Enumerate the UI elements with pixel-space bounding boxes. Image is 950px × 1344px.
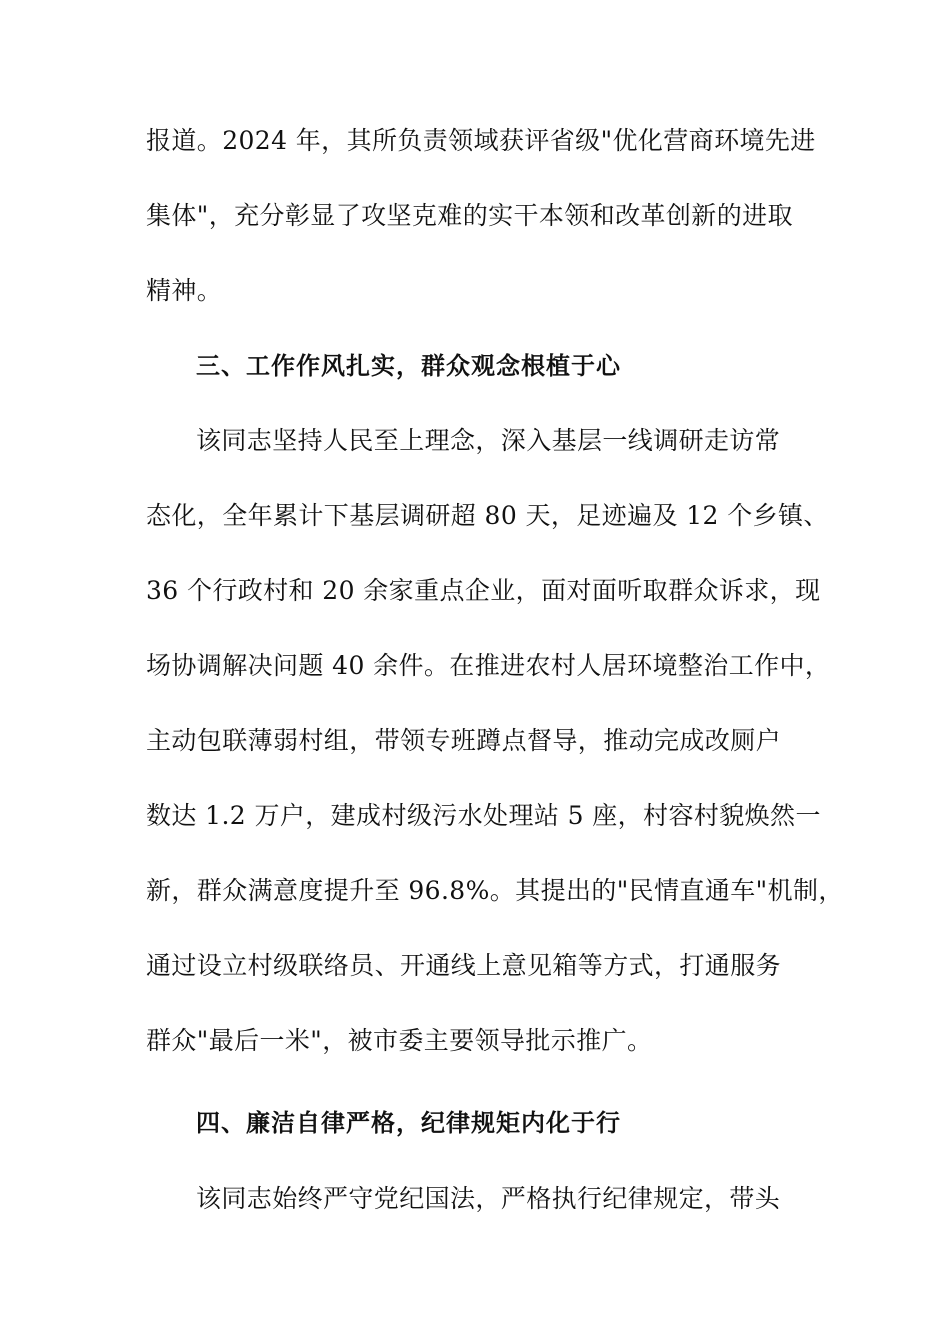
paragraph-line: 精神。 <box>146 276 223 305</box>
section-heading: 四、廉洁自律严格，纪律规矩内化于行 <box>196 1109 621 1137</box>
paragraph-line: 态化，全年累计下基层调研超 80 天，足迹遍及 12 个乡镇、 <box>146 501 829 530</box>
paragraph-line: 群众"最后一米"，被市委主要领导批示推广。 <box>146 1026 653 1055</box>
paragraph-line: 报道。2024 年，其所负责领域获评省级"优化营商环境先进 <box>146 126 816 155</box>
paragraph-line: 新，群众满意度提升至 96.8%。其提出的"民情直通车"机制， <box>146 876 844 905</box>
section-heading: 三、工作作风扎实，群众观念根植于心 <box>196 352 621 380</box>
paragraph-line: 数达 1.2 万户，建成村级污水处理站 5 座，村容村貌焕然一 <box>146 801 821 830</box>
paragraph-line: 集体"，充分彰显了攻坚克难的实干本领和改革创新的进取 <box>146 201 793 230</box>
paragraph-line: 场协调解决问题 40 余件。在推进农村人居环境整治工作中， <box>146 651 831 680</box>
paragraph-line: 36 个行政村和 20 余家重点企业，面对面听取群众诉求，现 <box>146 576 821 605</box>
paragraph-line: 该同志始终严守党纪国法，严格执行纪律规定，带头 <box>196 1184 781 1213</box>
paragraph-line: 主动包联薄弱村组，带领专班蹲点督导，推动完成改厕户 <box>146 726 782 755</box>
paragraph-line: 通过设立村级联络员、开通线上意见箱等方式，打通服务 <box>146 951 782 980</box>
paragraph-line: 该同志坚持人民至上理念，深入基层一线调研走访常 <box>196 426 781 455</box>
